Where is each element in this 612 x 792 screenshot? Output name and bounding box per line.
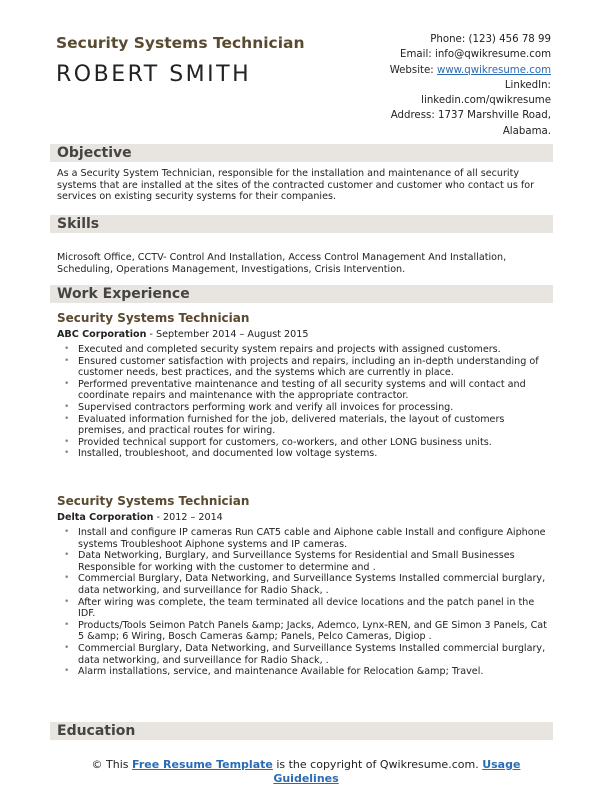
candidate-name: ROBERT SMITH	[56, 62, 252, 87]
list-item: • Alarm installations, service, and maintenance Available for Relocation &amp; Travel.	[78, 666, 551, 678]
list-item: • Evaluated information furnished for the job, delivered materials, the layout of customers premises, and practical routes for wiring.	[78, 414, 551, 437]
contact-address	[390, 108, 551, 123]
list-item: • Data Networking, Burglary, and Surveillance Systems for Residential and Small Businesses Responsible for working with the customer to determine and .	[78, 550, 551, 573]
list-item: • Products/Tools Seimon Patch Panels &amp; Jacks, Ademco, Lynx-REN, and GE Simon 3 Panels, Cat 5 &amp; 6 Wiring, Bosch Cameras &amp; Panels, Pelco Cameras, Digiop .	[78, 620, 551, 643]
job-bullets	[57, 527, 551, 678]
address-line1: 1737 Marshville Road,	[438, 110, 551, 122]
address-label: Address:	[390, 110, 435, 122]
footer-prefix: © This	[91, 758, 133, 771]
list-item: • Provided technical support for customers, co-workers, and other LONG business units.	[78, 437, 551, 449]
job-company: ABC Corporation	[57, 329, 147, 340]
email-value: info@qwikresume.com	[434, 49, 551, 61]
section-title-skills: Skills	[57, 216, 100, 232]
website-label: Website:	[389, 64, 434, 76]
job-company: Delta Corporation	[57, 512, 154, 523]
usage-guidelines-link[interactable]: Usage Guidelines	[273, 758, 521, 785]
resume-header	[56, 32, 556, 137]
objective-text: As a Security System Technician, responsible for the installation and maintenance of all security systems that are installed at the sites of the contracted customer and customer who contact us for services on existing security systems for their companies.	[57, 168, 535, 203]
header-job-title: Security Systems Technician	[56, 34, 305, 52]
contact-email	[390, 47, 551, 62]
list-item: • Supervised contractors performing work and verify all invoices for processing.	[78, 402, 551, 414]
section-title-education: Education	[57, 723, 136, 739]
section-education	[50, 722, 553, 740]
list-item: • Executed and completed security system repairs and projects with assigned customers.	[78, 344, 551, 356]
list-item: • Performed preventative maintenance and testing of all security systems and will contact and coordinate repairs and maintenance with the appropriate contractor.	[78, 379, 551, 402]
job-dates: - 2012 – 2014	[153, 512, 223, 523]
job-bullets	[57, 344, 551, 460]
job-company-line	[57, 329, 551, 341]
section-objective	[50, 144, 553, 162]
job-entry	[57, 311, 551, 460]
list-item: • Installed, troubleshoot, and documented low voltage systems.	[78, 448, 551, 460]
contact-website	[390, 63, 551, 78]
website-link[interactable]: www.qwikresume.com	[436, 64, 551, 76]
contact-linkedin-label: LinkedIn:	[504, 79, 551, 91]
list-item: • After wiring was complete, the team terminated all device locations and the patch panel in the IDF.	[78, 597, 551, 620]
job-company-line	[57, 512, 551, 524]
contact-linkedin-value: linkedin.com/qwikresume	[421, 95, 551, 107]
footer-middle: is the copyright of Qwikresume.com.	[272, 758, 483, 771]
section-title-work-experience: Work Experience	[57, 286, 190, 302]
address-line2: Alabama.	[502, 125, 551, 137]
contact-block	[390, 32, 551, 139]
job-title: Security Systems Technician	[57, 494, 250, 508]
free-resume-template-link[interactable]: Free Resume Template	[132, 758, 273, 771]
phone-value: (123) 456 78 99	[468, 34, 551, 45]
job-title: Security Systems Technician	[57, 311, 250, 325]
section-skills	[50, 215, 553, 233]
list-item: • Install and configure IP cameras Run CAT5 cable and Aiphone cable Install and configure Aiphone systems Troubleshoot Aiphone systems and IP cameras.	[78, 527, 551, 550]
footer-copyright	[60, 758, 552, 785]
email-label: Email:	[400, 49, 432, 61]
list-item: • Commercial Burglary, Data Networking, and Surveillance Systems Installed commercial burglary, data networking, and surveillance for Radio Shack, .	[78, 643, 551, 666]
list-item: • Ensured customer satisfaction with projects and repairs, including an in-depth understanding of customer needs, best practices, and the systems which are currently in place.	[78, 356, 551, 379]
list-item: • Commercial Burglary, Data Networking, and Surveillance Systems Installed commercial burglary, data networking, and surveillance for Radio Shack, .	[78, 573, 551, 596]
phone-label: Phone:	[430, 34, 466, 45]
contact-phone	[390, 32, 551, 47]
job-entry	[57, 494, 551, 678]
section-title-objective: Objective	[57, 145, 132, 161]
section-work-experience	[50, 285, 553, 303]
skills-text: Microsoft Office, CCTV- Control And Installation, Access Control Management And Installation, Scheduling, Operations Management, Investigations, Crisis Intervention.	[57, 252, 507, 275]
job-dates: - September 2014 – August 2015	[146, 329, 309, 340]
